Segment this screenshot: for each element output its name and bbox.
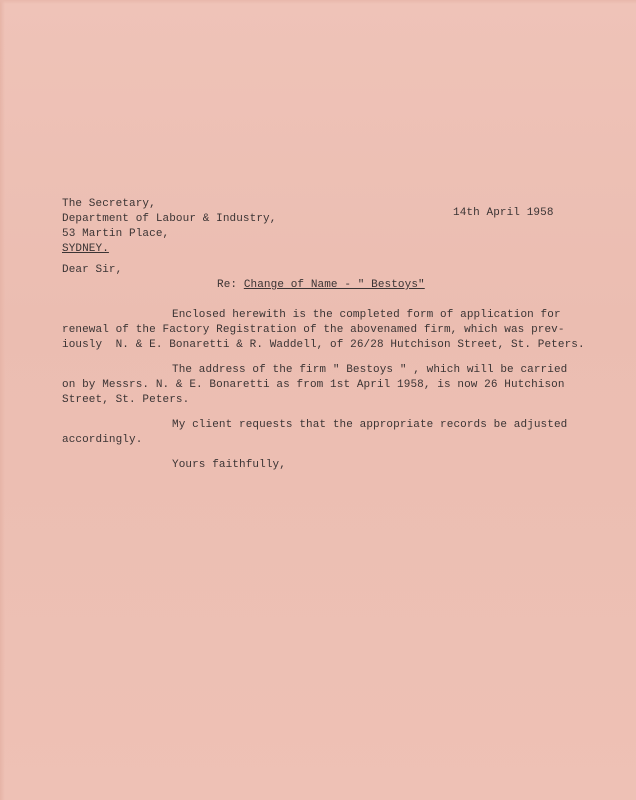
letter-date: 14th April 1958 <box>453 207 554 219</box>
salutation: Dear Sir, <box>62 264 123 276</box>
paragraph-3-line-1: My client requests that the appropriate records be adjusted <box>172 419 568 431</box>
paragraph-2-line-1: The address of the firm " Bestoys " , which will be carried <box>172 364 568 376</box>
recipient-line-2: Department of Labour & Industry, <box>62 213 277 225</box>
recipient-line-3: 53 Martin Place, <box>62 228 170 240</box>
paragraph-3-line-2: accordingly. <box>62 434 143 446</box>
subject-prefix: Re: <box>217 279 244 291</box>
paper-left-edge <box>0 0 5 800</box>
paragraph-1-line-1: Enclosed herewith is the completed form of application for <box>172 309 561 321</box>
paper-top-edge <box>0 0 636 4</box>
paragraph-2-line-2: on by Messrs. N. & E. Bonaretti as from 1st April 1958, is now 26 Hutchison <box>62 379 565 391</box>
recipient-line-1: The Secretary, <box>62 198 156 210</box>
closing: Yours faithfully, <box>172 459 286 471</box>
recipient-line-4: SYDNEY. <box>62 243 109 255</box>
paragraph-1-line-2: renewal of the Factory Registration of the abovenamed firm, which was prev- <box>62 324 565 336</box>
paragraph-2-line-3: Street, St. Peters. <box>62 394 190 406</box>
subject-text: Change of Name - " Bestoys" <box>243 279 425 291</box>
paragraph-1-line-3: iously N. & E. Bonaretti & R. Waddell, of 26/28 Hutchison Street, St. Peters. <box>62 339 585 351</box>
subject-line <box>217 279 425 291</box>
